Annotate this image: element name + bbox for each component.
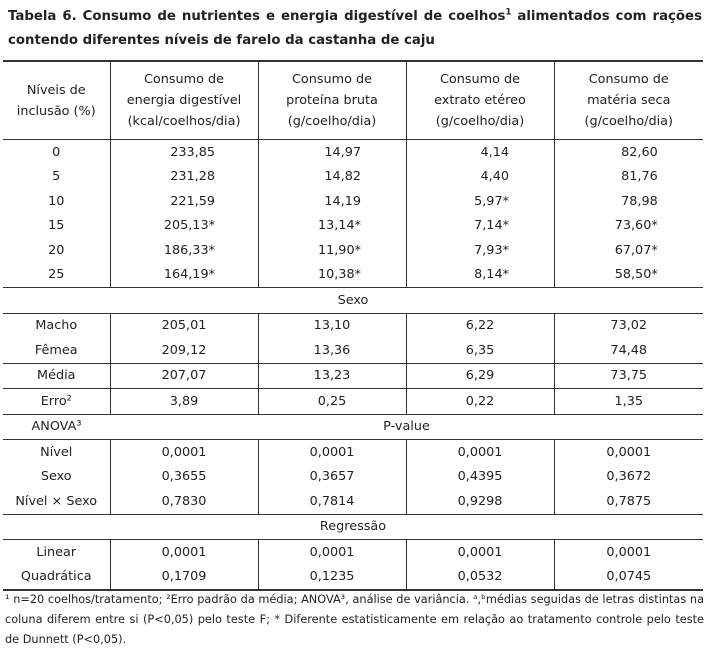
table-footnote: ¹ n=20 coelhos/tratamento; ²Erro padrão da média; ANOVA³, análise de variância. ᵃ,ᵇmédias seguidas de letras distintas na coluna diferem entre si (P<0,05) pelo teste F; * Diferente estatisticamente em relação ao tratamento controle pelo teste de Dunnett (P<0,05). [5, 593, 704, 646]
table-row: 5 231,28 14,82 4,40 81,76 [3, 165, 703, 190]
results-table [3, 60, 703, 591]
table-row: 15 205,13* 13,14* 7,14* 73,60* [3, 214, 703, 239]
header-digestible-energy: Consumo de energia digestível (kcal/coelhos/dia) [110, 61, 258, 140]
table-row: 20 186,33* 11,90* 7,93* 67,07* [3, 238, 703, 263]
table-row: Macho 205,01 13,10 6,22 73,02 [3, 313, 703, 338]
table-row: Nível 0,0001 0,0001 0,0001 0,0001 [3, 440, 703, 465]
table-row: 0 233,85 14,97 4,14 82,60 [3, 140, 703, 165]
caption-footnote-mark: 1 [505, 7, 512, 18]
table-row-erro: Erro² 3,89 0,25 0,22 1,35 [3, 389, 703, 415]
header-crude-protein: Consumo de proteína bruta (g/coelho/dia) [258, 61, 406, 140]
header-dry-matter: Consumo de matéria seca (g/coelho/dia) [554, 61, 703, 140]
section-row-regressao: Regressão [3, 514, 703, 540]
table-row: Sexo 0,3655 0,3657 0,4395 0,3672 [3, 465, 703, 490]
table-caption [8, 5, 702, 53]
table-row-media: Média 207,07 13,23 6,29 73,75 [3, 363, 703, 389]
header-ether-extract: Consumo de extrato etéreo (g/coelho/dia) [406, 61, 554, 140]
caption-text: Tabela 6. Consumo de nutrientes e energia digestível de coelhos [8, 9, 506, 24]
p-value-label: P-value [110, 414, 703, 440]
table-row: 25 164,19* 10,38* 8,14* 58,50* [3, 263, 703, 288]
table-row: Fêmea 209,12 13,36 6,35 74,48 [3, 338, 703, 363]
header-row [3, 61, 703, 140]
table-row: Nível × Sexo 0,7830 0,7814 0,9298 0,7875 [3, 489, 703, 514]
section-row-sexo: Sexo [3, 288, 703, 314]
table-row: 10 221,59 14,19 5,97* 78,98 [3, 189, 703, 214]
header-inclusion-level: Níveis de inclusão (%) [3, 61, 110, 140]
table-row: Quadrática 0,1709 0,1235 0,0532 0,0745 [3, 565, 703, 591]
table-row: Linear 0,0001 0,0001 0,0001 0,0001 [3, 540, 703, 565]
section-row-anova: ANOVA³ P-value [3, 414, 703, 440]
caption-text-end: alimentados com rações contendo diferentes níveis de farelo da castanha de caju [8, 9, 702, 48]
